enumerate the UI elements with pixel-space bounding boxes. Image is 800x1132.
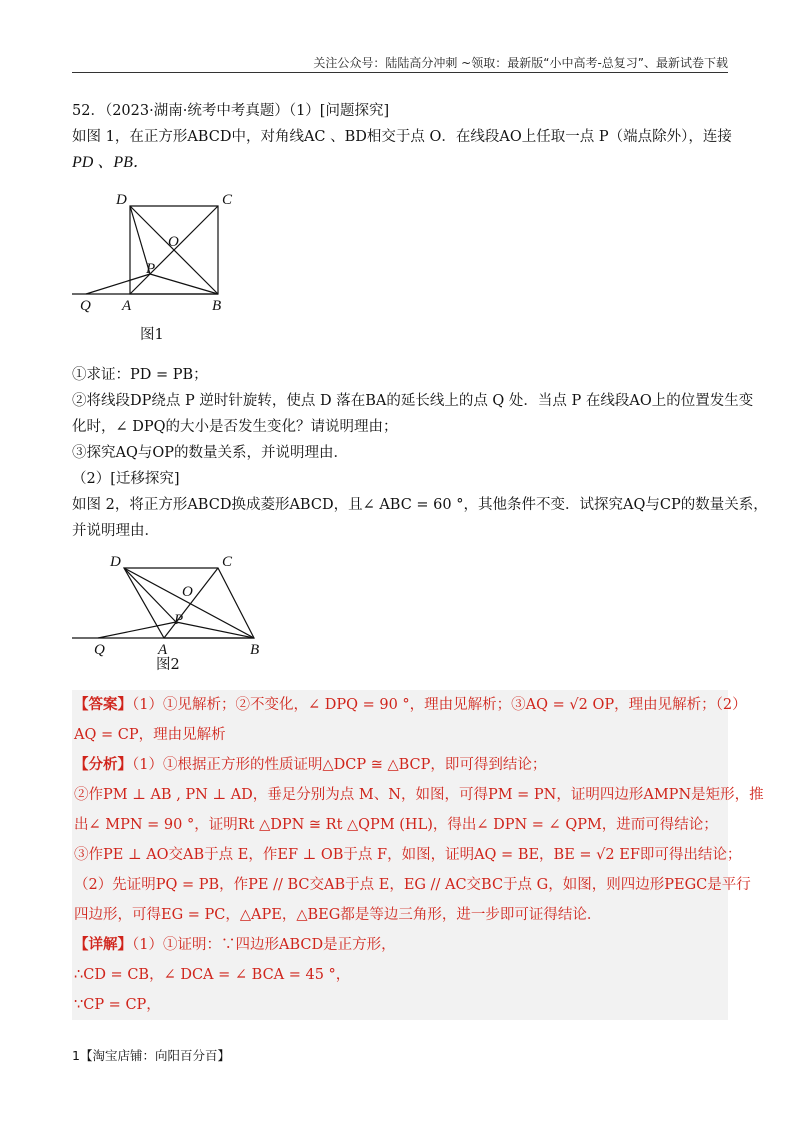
header-rule [72,72,728,73]
figure-2 [72,548,728,658]
label-p: P [174,612,184,628]
label-c: C [222,554,233,570]
label-c: C [222,192,233,208]
page-footer [72,1046,230,1064]
figure-1-diagram [72,176,728,326]
analysis-tag: 【分析】 [74,756,132,773]
question-3: ③探究AQ与OP的数量关系，并说明理由． [72,445,349,461]
analysis-text: （1）①根据正方形的性质证明△DCP ≅ △BCP，即可得到结论； [132,757,547,773]
label-q: Q [94,642,105,658]
detail-line: ∴CD = CB，∠ DCA = ∠ BCA = 45 °， [74,967,351,983]
figure-2-diagram [72,548,728,658]
segment-qp [98,622,176,638]
analysis-line: （2）先证明PQ = PB，作PE // BC交AB于点 E，EG // AC交BC于点 G，如图，则四边形PEGC是平行 [74,877,751,893]
question-2-cont: 化时，∠ DPQ的大小是否发生变化？请说明理由； [72,419,398,435]
part-2-title: （2）[迁移探究] [72,471,180,487]
question-2: ②将线段DP绕点 P 逆时针旋转，使点 D 落在BA的延长线上的点 Q 处．当点 P 在线段AO上的位置发生变 [72,393,754,409]
figure-1-caption: 图1 [140,327,164,343]
detail-text: （1）①证明：∵四边形ABCD是正方形， [132,937,396,953]
question-1: ①求证：PD = PB； [72,367,208,383]
answer-line [72,690,747,720]
label-d: D [116,192,127,208]
problem-text-line: 如图 1，在正方形ABCD中，对角线AC 、BD相交于点 O．在线段AO上任取一点 P（端点除外），连接 [72,129,732,145]
page-header [72,54,728,74]
answer-tag: 【答案】 [74,696,132,713]
figure-1 [72,176,728,326]
analysis-line: ②作PM ⊥ AB , PN ⊥ AD，垂足分别为点 M、N，如图，可得PM = PN，证明四边形AMPN是矩形，推 [74,787,764,803]
detail-line [72,930,728,960]
answer-text: （1）①见解析；②不变化，∠ DPQ = 90 °，理由见解析；③AQ = √2 OP，理由见解析；（2） [132,697,747,713]
analysis-line: ③作PE ⊥ AO交AB于点 E，作EF ⊥ OB于点 F，如图，证明AQ = BE，BE = √2 EF即可得出结论； [74,847,742,863]
detail-line: ∵CP = CP， [74,997,161,1013]
label-b: B [212,298,222,314]
detail-tag: 【详解】 [74,936,132,953]
solution-box [72,690,764,1020]
diagonal-ac [164,568,218,638]
segment-pb [176,622,254,638]
part-2-text-cont: 并说明理由． [72,523,159,539]
analysis-line: 出∠ MPN = 90 °，证明Rt △DPN ≅ Rt △QPM (HL)，得出∠ DPN = ∠ QPM，进而可得结论； [74,817,718,833]
label-o: O [168,234,179,250]
analysis-line: 四边形，可得EG = PC，△APE，△BEG都是等边三角形，进一步即可证得结论． [74,907,602,923]
label-o: O [182,584,193,600]
analysis-line [72,750,728,780]
label-q: Q [80,298,91,314]
label-d: D [110,554,121,570]
label-a: A [122,298,132,314]
figure-2-caption: 图2 [156,657,180,673]
label-b: B [250,642,260,658]
problem-text-line: PD 、PB． [72,154,149,171]
part-2-text: 如图 2，将正方形ABCD换成菱形ABCD，且∠ ABC = 60 °，其他条件不变．试探究AQ与CP的数量关系， [72,497,768,513]
label-p: P [146,261,156,277]
label-a: A [158,642,168,658]
problem-section [72,98,768,678]
problem-title: 52．（2023·湖南·统考中考真题）（1）[问题探究] [72,103,390,119]
answer-line-cont: AQ = CP，理由见解析 [74,727,226,743]
footer-text: 1【淘宝店铺：向阳百分百】 [72,1048,230,1063]
header-text: 关注公众号：陆陆高分冲刺 ~领取：最新版“小中高考-总复习”、最新试卷下载 [313,56,728,70]
